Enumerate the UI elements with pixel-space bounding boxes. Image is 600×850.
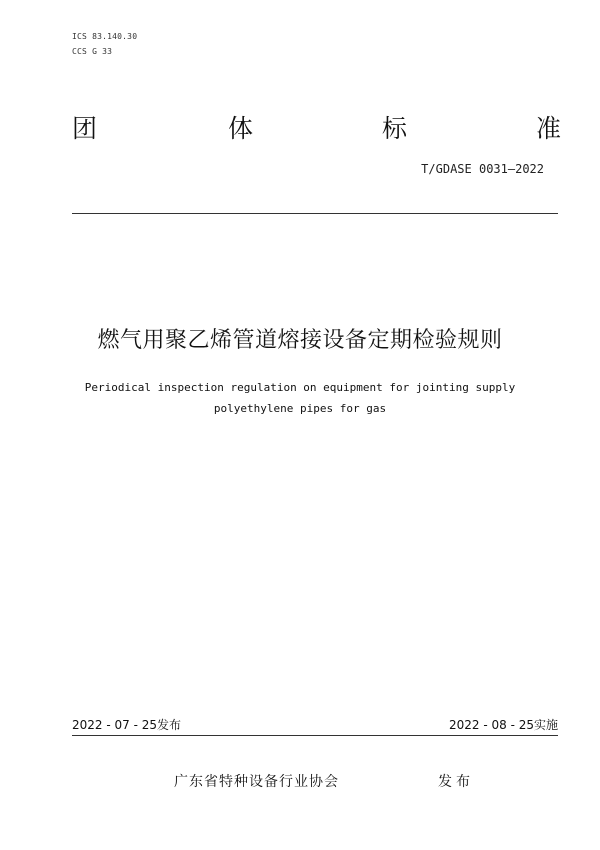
issue-date-label: 发布: [157, 718, 182, 732]
issue-date: [72, 717, 181, 733]
implementation-date-label: 实施: [533, 718, 558, 732]
document-title-english-line-2: polyethylene pipes for gas: [213, 402, 387, 415]
document-title-chinese: 燃气用聚乙烯管道熔接设备定期检验规则: [97, 328, 503, 353]
ccs-code: CCS G 33: [72, 47, 113, 56]
publisher-name: 广东省特种设备行业协会: [174, 774, 339, 790]
implementation-date: [449, 717, 558, 733]
footer-divider: [72, 735, 558, 736]
standard-type-char-3: 标: [382, 114, 408, 143]
standard-type-char-4: 准: [536, 114, 562, 143]
standard-type-char-2: 体: [228, 114, 254, 143]
standard-type-char-1: 团: [72, 114, 98, 143]
standard-number: T/GDASE 0031—2022: [421, 162, 544, 176]
implementation-date-value: 2022 - 08 - 25: [448, 718, 534, 732]
issue-date-value: 2022 - 07 - 25: [72, 718, 157, 732]
document-title-english-line-1: Periodical inspection regulation on equipment for jointing supply: [84, 381, 516, 394]
publish-label: 发布: [438, 774, 474, 790]
header-divider: [72, 213, 558, 214]
ics-code: ICS 83.140.30: [72, 32, 138, 41]
